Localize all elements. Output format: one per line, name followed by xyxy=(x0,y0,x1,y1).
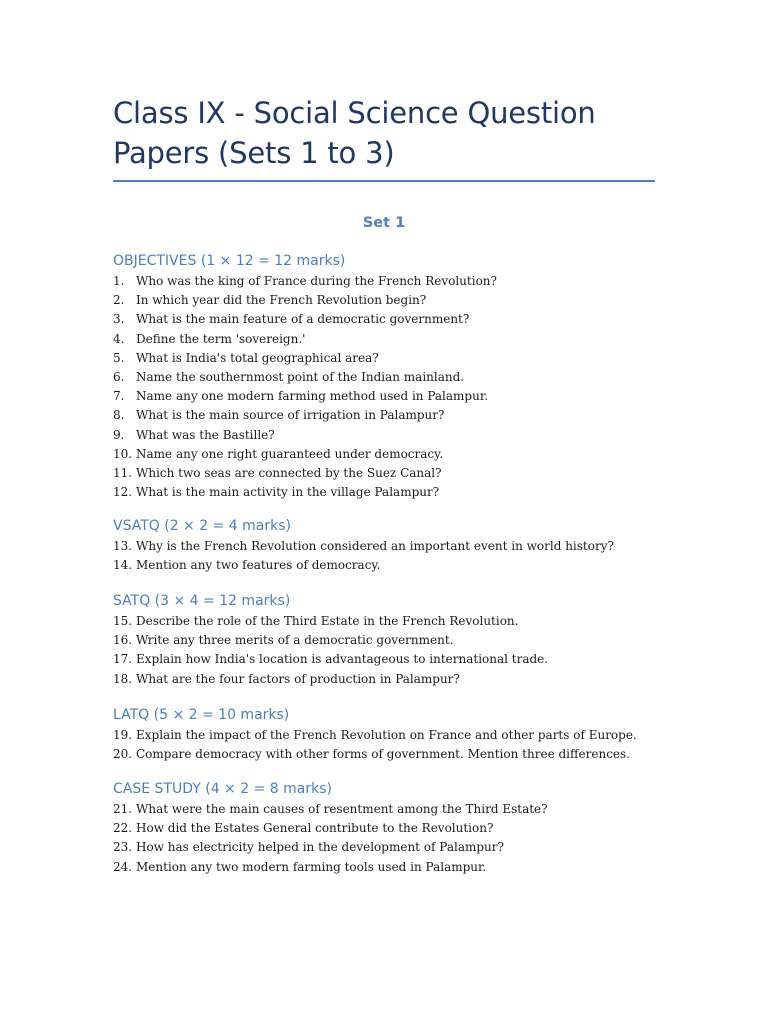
question-number: 15. xyxy=(113,614,133,628)
question-text: Explain how India's location is advantageous to international trade. xyxy=(136,652,549,667)
question-text: Mention any two features of democracy. xyxy=(136,558,381,573)
question-text: Which two seas are connected by the Suez Canal? xyxy=(136,465,442,480)
question-number: 1. xyxy=(113,274,125,288)
question-list xyxy=(113,537,673,575)
question-text: Compare democracy with other forms of government. Mention three differences. xyxy=(136,747,630,762)
question-text: What were the main causes of resentment among the Third Estate? xyxy=(136,802,548,816)
question-text: What is the main feature of a democratic government? xyxy=(136,312,470,327)
question-number: 14. xyxy=(113,558,133,573)
question-number: 17. xyxy=(113,652,133,667)
section-satq xyxy=(113,591,673,689)
question-list xyxy=(113,272,673,502)
question-item xyxy=(113,726,673,745)
question-text: In which year did the French Revolution begin? xyxy=(136,293,427,308)
question-item xyxy=(113,387,673,406)
question-number: 24. xyxy=(113,859,133,874)
question-number: 22. xyxy=(113,821,133,836)
question-item xyxy=(113,368,673,387)
question-text: Why is the French Revolution considered an important event in world history? xyxy=(136,539,614,553)
question-number: 21. xyxy=(113,802,133,816)
question-item xyxy=(113,483,673,502)
title-underline xyxy=(113,180,655,182)
question-text: How did the Estates General contribute to the Revolution? xyxy=(136,821,494,836)
question-number: 5. xyxy=(113,350,125,365)
question-number: 4. xyxy=(113,331,125,346)
question-item xyxy=(113,272,673,291)
question-item xyxy=(113,800,673,819)
question-item xyxy=(113,819,673,838)
question-text: What is the main source of irrigation in Palampur? xyxy=(136,408,445,423)
question-item xyxy=(113,556,673,575)
question-item xyxy=(113,670,673,689)
question-item xyxy=(113,310,673,329)
question-item xyxy=(113,426,673,445)
question-text: Explain the impact of the French Revolution on France and other parts of Europe. xyxy=(136,728,637,742)
question-number: 7. xyxy=(113,389,125,404)
question-text: How has electricity helped in the development of Palampur? xyxy=(136,840,504,855)
section-latq xyxy=(113,705,673,764)
question-list xyxy=(113,726,673,764)
question-item xyxy=(113,745,673,764)
document-title: Class IX - Social Science Question Papers (Sets 1 to 3) xyxy=(113,96,596,170)
question-item xyxy=(113,406,673,425)
question-item xyxy=(113,464,673,483)
question-item xyxy=(113,537,673,556)
section-heading: LATQ (5 × 2 = 10 marks) xyxy=(113,707,290,723)
question-number: 6. xyxy=(113,369,125,384)
section-objectives xyxy=(113,251,673,502)
question-text: Name any one right guaranteed under democracy. xyxy=(136,446,444,461)
question-item xyxy=(113,858,673,877)
question-number: 2. xyxy=(113,293,125,308)
section-heading: CASE STUDY (4 × 2 = 8 marks) xyxy=(113,781,332,797)
question-text: Name the southernmost point of the Indian mainland. xyxy=(136,369,465,384)
set-heading: Set 1 xyxy=(362,215,406,231)
section-case-study xyxy=(113,779,673,877)
question-number: 20. xyxy=(113,747,133,762)
question-number: 13. xyxy=(113,539,133,553)
question-number: 18. xyxy=(113,671,133,686)
question-item xyxy=(113,291,673,310)
section-vsatq xyxy=(113,516,673,575)
question-item xyxy=(113,349,673,368)
section-heading: OBJECTIVES (1 × 12 = 12 marks) xyxy=(113,253,346,269)
question-item xyxy=(113,838,673,857)
question-text: What is India's total geographical area? xyxy=(136,350,379,365)
question-number: 19. xyxy=(113,728,133,742)
question-number: 23. xyxy=(113,840,133,855)
question-number: 8. xyxy=(113,408,125,423)
question-text: Mention any two modern farming tools used in Palampur. xyxy=(136,859,487,874)
question-text: Define the term 'sovereign.' xyxy=(136,331,306,346)
question-number: 3. xyxy=(113,312,125,327)
question-text: What was the Bastille? xyxy=(136,427,275,442)
question-item xyxy=(113,612,673,631)
question-text: Write any three merits of a democratic government. xyxy=(136,633,454,648)
question-item xyxy=(113,330,673,349)
section-heading: SATQ (3 × 4 = 12 marks) xyxy=(113,593,291,609)
question-text: What is the main activity in the village Palampur? xyxy=(136,485,440,500)
question-item xyxy=(113,631,673,650)
question-number: 9. xyxy=(113,427,125,442)
question-number: 12. xyxy=(113,485,133,500)
question-list xyxy=(113,800,673,877)
question-number: 11. xyxy=(113,465,133,480)
question-text: Who was the king of France during the French Revolution? xyxy=(136,274,497,288)
question-text: Name any one modern farming method used in Palampur. xyxy=(136,389,489,404)
question-text: Describe the role of the Third Estate in the French Revolution. xyxy=(136,614,519,628)
question-list xyxy=(113,612,673,689)
section-heading: VSATQ (2 × 2 = 4 marks) xyxy=(113,518,291,534)
question-text: What are the four factors of production in Palampur? xyxy=(136,671,460,686)
question-number: 10. xyxy=(113,446,133,461)
question-item xyxy=(113,445,673,464)
question-item xyxy=(113,650,673,669)
question-number: 16. xyxy=(113,633,133,648)
